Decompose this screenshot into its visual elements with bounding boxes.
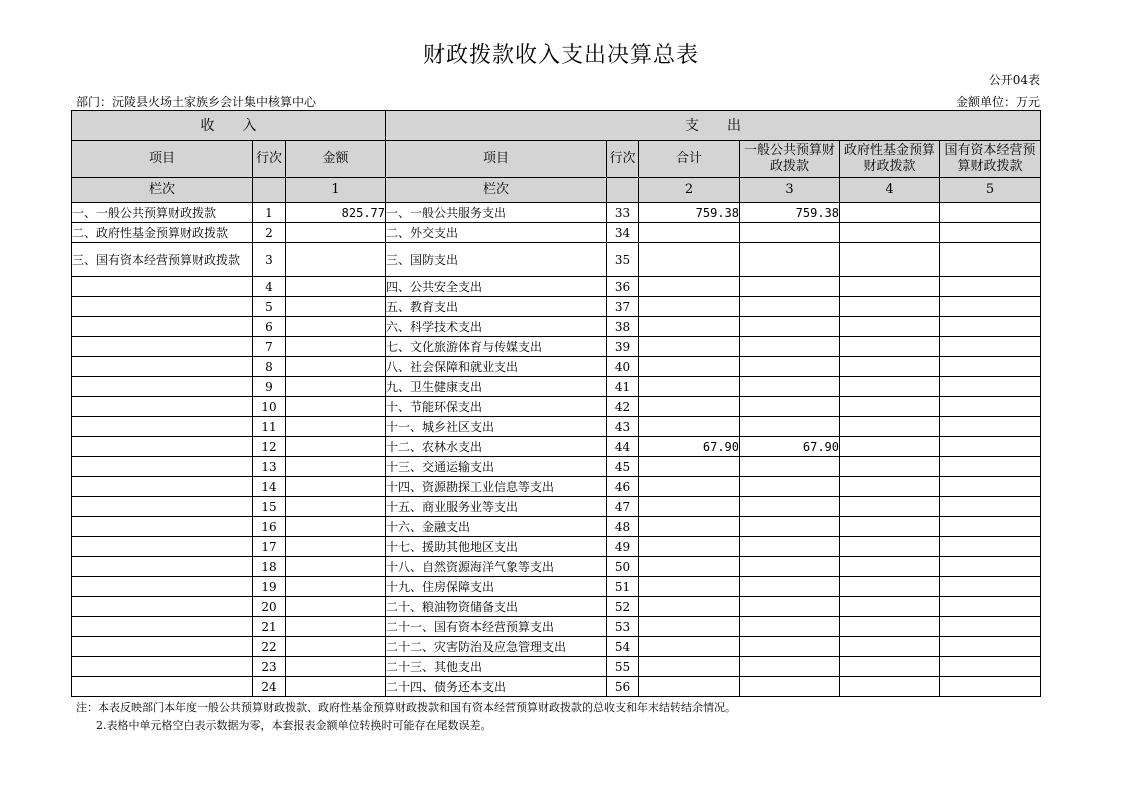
state-capital-cell	[940, 497, 1041, 517]
income-item-cell	[72, 377, 253, 397]
table-row	[72, 477, 1041, 497]
general-budget-cell	[740, 657, 840, 677]
income-rowno-cell: 13	[253, 457, 286, 477]
income-rowno-cell: 24	[253, 677, 286, 697]
income-item-cell	[72, 597, 253, 617]
table-row	[72, 577, 1041, 597]
expense-rowno-cell: 34	[607, 223, 639, 243]
income-item-cell	[72, 437, 253, 457]
income-rowno-cell: 8	[253, 357, 286, 377]
income-rowno-cell: 22	[253, 637, 286, 657]
income-rowno-cell: 12	[253, 437, 286, 457]
table-row	[72, 277, 1041, 297]
table-row	[72, 597, 1041, 617]
income-item-cell	[72, 417, 253, 437]
expense-rowno-cell: 45	[607, 457, 639, 477]
total-header: 合计	[639, 141, 740, 178]
col2-index: 2	[639, 178, 740, 203]
general-budget-header: 一般公共预算财政拨款	[740, 141, 840, 178]
expense-item-cell: 八、社会保障和就业支出	[386, 357, 607, 377]
gov-fund-cell	[840, 557, 940, 577]
gov-fund-cell	[840, 243, 940, 277]
general-budget-cell	[740, 297, 840, 317]
income-item-cell	[72, 657, 253, 677]
table-row	[72, 377, 1041, 397]
general-budget-cell	[740, 537, 840, 557]
gov-fund-cell	[840, 477, 940, 497]
income-rowno-cell: 15	[253, 497, 286, 517]
income-amount-cell	[286, 397, 386, 417]
total-cell: 67.90	[639, 437, 740, 457]
general-budget-cell	[740, 317, 840, 337]
income-amount-cell	[286, 437, 386, 457]
page-title: 财政拨款收入支出决算总表	[422, 43, 699, 68]
income-item-cell	[72, 397, 253, 417]
expense-item-cell: 三、国防支出	[386, 243, 607, 277]
gov-fund-cell	[840, 537, 940, 557]
expense-rowno-cell: 35	[607, 243, 639, 277]
total-cell	[639, 557, 740, 577]
income-rowno-index	[253, 178, 286, 203]
general-budget-cell	[740, 577, 840, 597]
expense-item-cell: 十七、援助其他地区支出	[386, 537, 607, 557]
total-cell	[639, 657, 740, 677]
income-rowno-cell: 14	[253, 477, 286, 497]
expense-item-cell: 七、文化旅游体育与传媒支出	[386, 337, 607, 357]
income-item-cell: 二、政府性基金预算财政拨款	[72, 223, 253, 243]
table-row	[72, 677, 1041, 697]
income-column-index: 栏次	[72, 178, 253, 203]
table-row	[72, 397, 1041, 417]
income-rowno-cell: 16	[253, 517, 286, 537]
expense-rowno-cell: 44	[607, 437, 639, 457]
state-capital-cell	[940, 477, 1041, 497]
income-amount-cell	[286, 317, 386, 337]
income-amount-cell	[286, 457, 386, 477]
expense-header: 支 出	[386, 111, 1041, 141]
total-cell	[639, 223, 740, 243]
income-rowno-cell: 23	[253, 657, 286, 677]
general-budget-cell	[740, 417, 840, 437]
col4-index: 4	[840, 178, 940, 203]
table-row	[72, 203, 1041, 223]
gov-fund-cell	[840, 437, 940, 457]
total-cell	[639, 457, 740, 477]
income-item-cell	[72, 617, 253, 637]
income-item-cell	[72, 317, 253, 337]
income-amount-cell	[286, 417, 386, 437]
expense-rowno-cell: 36	[607, 277, 639, 297]
table-row	[72, 657, 1041, 677]
col5-index: 5	[940, 178, 1041, 203]
state-capital-cell	[940, 437, 1041, 457]
income-rowno-cell: 5	[253, 297, 286, 317]
income-item-cell	[72, 297, 253, 317]
header-row-section	[72, 111, 1041, 141]
income-item-header: 项目	[72, 141, 253, 178]
income-header: 收 入	[72, 111, 386, 141]
header-row-index	[72, 178, 1041, 203]
expense-rowno-cell: 47	[607, 497, 639, 517]
state-capital-cell	[940, 457, 1041, 477]
gov-fund-cell	[840, 657, 940, 677]
expense-item-cell: 二十、粮油物资储备支出	[386, 597, 607, 617]
income-rowno-cell: 4	[253, 277, 286, 297]
table-row	[72, 223, 1041, 243]
total-cell	[639, 477, 740, 497]
expense-item-cell: 十一、城乡社区支出	[386, 417, 607, 437]
general-budget-cell	[740, 517, 840, 537]
expense-item-cell: 一、一般公共服务支出	[386, 203, 607, 223]
budget-table	[71, 110, 1041, 697]
department-label: 部门：沅陵县火场土家族乡会计集中核算中心	[76, 95, 317, 109]
income-rowno-cell: 2	[253, 223, 286, 243]
table-row	[72, 617, 1041, 637]
general-budget-cell	[740, 357, 840, 377]
income-rowno-cell: 7	[253, 337, 286, 357]
general-budget-cell	[740, 277, 840, 297]
total-cell	[639, 357, 740, 377]
col3-index: 3	[740, 178, 840, 203]
general-budget-cell	[740, 477, 840, 497]
general-budget-cell	[740, 397, 840, 417]
income-amount-cell	[286, 677, 386, 697]
income-item-cell	[72, 457, 253, 477]
total-cell	[639, 637, 740, 657]
expense-item-cell: 十六、金融支出	[386, 517, 607, 537]
expense-item-cell: 二、外交支出	[386, 223, 607, 243]
income-rowno-cell: 1	[253, 203, 286, 223]
total-cell	[639, 277, 740, 297]
unit-label: 金额单位：万元	[955, 95, 1040, 109]
expense-item-cell: 十五、商业服务业等支出	[386, 497, 607, 517]
expense-rowno-header: 行次	[607, 141, 639, 178]
gov-fund-header: 政府性基金预算财政拨款	[840, 141, 940, 178]
income-amount-cell	[286, 243, 386, 277]
expense-rowno-cell: 48	[607, 517, 639, 537]
expense-item-cell: 二十四、债务还本支出	[386, 677, 607, 697]
income-amount-cell	[286, 297, 386, 317]
income-rowno-header: 行次	[253, 141, 286, 178]
expense-rowno-cell: 51	[607, 577, 639, 597]
gov-fund-cell	[840, 637, 940, 657]
income-rowno-cell: 21	[253, 617, 286, 637]
state-capital-cell	[940, 657, 1041, 677]
total-cell	[639, 317, 740, 337]
table-row	[72, 457, 1041, 477]
expense-rowno-cell: 40	[607, 357, 639, 377]
total-cell	[639, 577, 740, 597]
expense-rowno-cell: 54	[607, 637, 639, 657]
income-rowno-cell: 6	[253, 317, 286, 337]
total-cell	[639, 297, 740, 317]
general-budget-cell	[740, 557, 840, 577]
expense-rowno-cell: 49	[607, 537, 639, 557]
income-item-cell	[72, 357, 253, 377]
gov-fund-cell	[840, 277, 940, 297]
gov-fund-cell	[840, 517, 940, 537]
expense-rowno-cell: 41	[607, 377, 639, 397]
table-row	[72, 337, 1041, 357]
state-capital-header: 国有资本经营预算财政拨款	[940, 141, 1041, 178]
income-amount-cell	[286, 637, 386, 657]
total-cell	[639, 497, 740, 517]
state-capital-cell	[940, 417, 1041, 437]
income-item-cell	[72, 497, 253, 517]
income-item-cell	[72, 537, 253, 557]
total-cell	[639, 677, 740, 697]
state-capital-cell	[940, 243, 1041, 277]
income-item-cell: 一、一般公共预算财政拨款	[72, 203, 253, 223]
state-capital-cell	[940, 277, 1041, 297]
note-1: 注：本表反映部门本年度一般公共预算财政拨款、政府性基金预算财政拨款和国有资本经营预算财政拨款的总收支和年末结转结余情况。	[76, 701, 736, 714]
general-budget-cell: 759.38	[740, 203, 840, 223]
col1-index: 1	[286, 178, 386, 203]
general-budget-cell	[740, 377, 840, 397]
state-capital-cell	[940, 377, 1041, 397]
state-capital-cell	[940, 203, 1041, 223]
expense-rowno-cell: 46	[607, 477, 639, 497]
expense-rowno-cell: 53	[607, 617, 639, 637]
header-row-columns	[72, 141, 1041, 178]
state-capital-cell	[940, 537, 1041, 557]
state-capital-cell	[940, 637, 1041, 657]
gov-fund-cell	[840, 397, 940, 417]
gov-fund-cell	[840, 223, 940, 243]
state-capital-cell	[940, 223, 1041, 243]
expense-item-header: 项目	[386, 141, 607, 178]
income-rowno-cell: 10	[253, 397, 286, 417]
income-rowno-cell: 11	[253, 417, 286, 437]
income-rowno-cell: 19	[253, 577, 286, 597]
income-amount-cell	[286, 377, 386, 397]
table-code: 公开04表	[988, 73, 1040, 87]
income-item-cell	[72, 677, 253, 697]
general-budget-cell	[740, 223, 840, 243]
expense-item-cell: 二十三、其他支出	[386, 657, 607, 677]
income-rowno-cell: 18	[253, 557, 286, 577]
state-capital-cell	[940, 517, 1041, 537]
state-capital-cell	[940, 617, 1041, 637]
income-amount-cell: 825.77	[286, 203, 386, 223]
income-rowno-cell: 3	[253, 243, 286, 277]
state-capital-cell	[940, 597, 1041, 617]
table-row	[72, 297, 1041, 317]
expense-rowno-cell: 52	[607, 597, 639, 617]
gov-fund-cell	[840, 497, 940, 517]
income-item-cell	[72, 337, 253, 357]
state-capital-cell	[940, 397, 1041, 417]
expense-rowno-cell: 33	[607, 203, 639, 223]
total-cell	[639, 537, 740, 557]
table-row	[72, 517, 1041, 537]
income-amount-header: 金额	[286, 141, 386, 178]
state-capital-cell	[940, 677, 1041, 697]
gov-fund-cell	[840, 457, 940, 477]
total-cell: 759.38	[639, 203, 740, 223]
income-amount-cell	[286, 517, 386, 537]
income-item-cell	[72, 477, 253, 497]
total-cell	[639, 517, 740, 537]
expense-item-cell: 十四、资源勘探工业信息等支出	[386, 477, 607, 497]
total-cell	[639, 617, 740, 637]
total-cell	[639, 377, 740, 397]
general-budget-cell	[740, 597, 840, 617]
income-amount-cell	[286, 277, 386, 297]
table-row	[72, 537, 1041, 557]
gov-fund-cell	[840, 337, 940, 357]
expense-rowno-cell: 37	[607, 297, 639, 317]
total-cell	[639, 417, 740, 437]
gov-fund-cell	[840, 597, 940, 617]
expense-item-cell: 二十一、国有资本经营预算支出	[386, 617, 607, 637]
total-cell	[639, 243, 740, 277]
income-item-cell	[72, 517, 253, 537]
state-capital-cell	[940, 357, 1041, 377]
gov-fund-cell	[840, 617, 940, 637]
income-amount-cell	[286, 223, 386, 243]
gov-fund-cell	[840, 357, 940, 377]
expense-item-cell: 十、节能环保支出	[386, 397, 607, 417]
table-row	[72, 243, 1041, 277]
expense-item-cell: 五、教育支出	[386, 297, 607, 317]
income-amount-cell	[286, 357, 386, 377]
income-amount-cell	[286, 617, 386, 637]
gov-fund-cell	[840, 677, 940, 697]
income-rowno-cell: 17	[253, 537, 286, 557]
table-row	[72, 417, 1041, 437]
expense-item-cell: 六、科学技术支出	[386, 317, 607, 337]
expense-rowno-cell: 43	[607, 417, 639, 437]
expense-rowno-cell: 39	[607, 337, 639, 357]
expense-item-cell: 四、公共安全支出	[386, 277, 607, 297]
income-amount-cell	[286, 657, 386, 677]
income-amount-cell	[286, 537, 386, 557]
gov-fund-cell	[840, 297, 940, 317]
gov-fund-cell	[840, 377, 940, 397]
table-row	[72, 357, 1041, 377]
expense-rowno-cell: 56	[607, 677, 639, 697]
expense-column-index: 栏次	[386, 178, 607, 203]
expense-rowno-index	[607, 178, 639, 203]
general-budget-cell	[740, 497, 840, 517]
income-amount-cell	[286, 577, 386, 597]
general-budget-cell	[740, 337, 840, 357]
expense-rowno-cell: 42	[607, 397, 639, 417]
general-budget-cell	[740, 677, 840, 697]
income-item-cell	[72, 277, 253, 297]
table-row	[72, 497, 1041, 517]
total-cell	[639, 597, 740, 617]
income-rowno-cell: 9	[253, 377, 286, 397]
total-cell	[639, 337, 740, 357]
general-budget-cell	[740, 617, 840, 637]
table-row	[72, 437, 1041, 457]
expense-item-cell: 十二、农林水支出	[386, 437, 607, 457]
income-amount-cell	[286, 597, 386, 617]
expense-rowno-cell: 55	[607, 657, 639, 677]
state-capital-cell	[940, 337, 1041, 357]
income-item-cell	[72, 637, 253, 657]
total-cell	[639, 397, 740, 417]
note-2: 2.表格中单元格空白表示数据为零，本套报表金额单位转换时可能存在尾数误差。	[96, 719, 492, 732]
state-capital-cell	[940, 317, 1041, 337]
income-item-cell: 三、国有资本经营预算财政拨款	[72, 243, 253, 277]
income-amount-cell	[286, 477, 386, 497]
general-budget-cell	[740, 457, 840, 477]
expense-item-cell: 十三、交通运输支出	[386, 457, 607, 477]
table-row	[72, 557, 1041, 577]
table-row	[72, 637, 1041, 657]
income-amount-cell	[286, 497, 386, 517]
income-item-cell	[72, 557, 253, 577]
gov-fund-cell	[840, 577, 940, 597]
expense-rowno-cell: 38	[607, 317, 639, 337]
gov-fund-cell	[840, 317, 940, 337]
income-rowno-cell: 20	[253, 597, 286, 617]
table-row	[72, 317, 1041, 337]
general-budget-cell: 67.90	[740, 437, 840, 457]
general-budget-cell	[740, 637, 840, 657]
state-capital-cell	[940, 297, 1041, 317]
gov-fund-cell	[840, 203, 940, 223]
state-capital-cell	[940, 557, 1041, 577]
gov-fund-cell	[840, 417, 940, 437]
income-amount-cell	[286, 337, 386, 357]
income-amount-cell	[286, 557, 386, 577]
expense-item-cell: 十八、自然资源海洋气象等支出	[386, 557, 607, 577]
expense-rowno-cell: 50	[607, 557, 639, 577]
expense-item-cell: 十九、住房保障支出	[386, 577, 607, 597]
expense-item-cell: 二十二、灾害防治及应急管理支出	[386, 637, 607, 657]
general-budget-cell	[740, 243, 840, 277]
state-capital-cell	[940, 577, 1041, 597]
expense-item-cell: 九、卫生健康支出	[386, 377, 607, 397]
income-item-cell	[72, 577, 253, 597]
